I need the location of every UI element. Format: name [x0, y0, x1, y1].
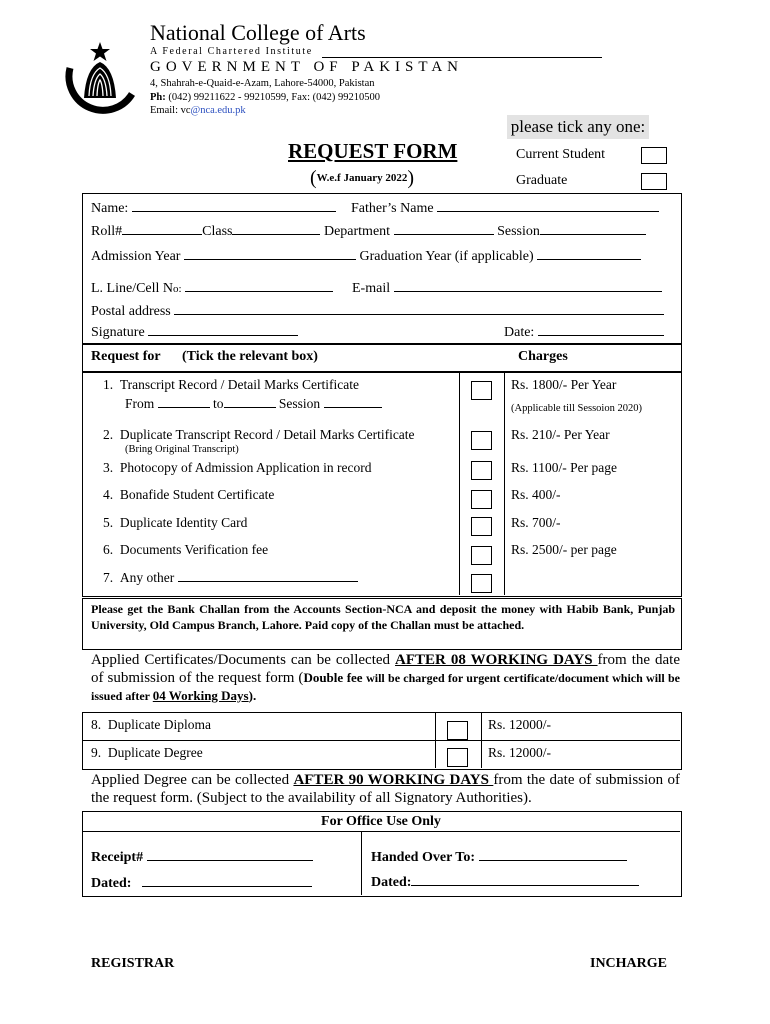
- option-current-student: Current Student: [516, 147, 606, 162]
- item-2-note: (Bring Original Transcript): [125, 444, 239, 455]
- item-number: 9.: [91, 745, 102, 760]
- request-item-3: [103, 460, 371, 476]
- transcript-range-row: [125, 395, 382, 412]
- bonafide-checkbox[interactable]: [471, 490, 492, 509]
- postal-field[interactable]: [174, 302, 664, 315]
- tick-instruction: please tick any one:: [507, 115, 649, 139]
- dated-left-field[interactable]: [142, 874, 312, 887]
- to-label: to: [213, 396, 224, 411]
- graduate-checkbox[interactable]: [641, 173, 667, 190]
- item-text: Duplicate Degree: [107, 745, 203, 760]
- item-number: 1.: [103, 377, 114, 392]
- identity-card-checkbox[interactable]: [471, 517, 492, 536]
- cell-label-suffix: o:: [173, 283, 182, 295]
- email-label: Email: vc: [150, 105, 191, 116]
- request-item-1: [103, 377, 359, 393]
- form-title: REQUEST FORM: [288, 139, 458, 163]
- email-line: [150, 104, 380, 118]
- email-link[interactable]: @nca.edu.pk: [190, 105, 246, 116]
- handed-row: [371, 848, 627, 866]
- degree-item-8: [91, 717, 211, 733]
- degree-days-emphasis: AFTER 90 WORKING DAYS: [293, 772, 494, 788]
- graduation-year-field[interactable]: [537, 247, 641, 260]
- item-1-charge: Rs. 1800/- Per Year: [511, 377, 617, 392]
- session-label: Session: [497, 224, 540, 239]
- signature-label: Signature: [91, 325, 145, 340]
- wef-open: (: [310, 167, 317, 189]
- header-rule: [322, 57, 602, 58]
- office-use-title: For Office Use Only: [321, 814, 441, 829]
- tick-box-label: (Tick the relevant box): [182, 349, 318, 364]
- receipt-row: [91, 848, 313, 866]
- request-item-7: [103, 569, 358, 586]
- degree-divider-left: [435, 712, 436, 768]
- from-field[interactable]: [158, 395, 210, 408]
- degree-item-9: [91, 745, 203, 761]
- class-label: Class: [202, 224, 233, 239]
- item-text: Transcript Record / Detail Marks Certificate: [119, 377, 359, 392]
- issued-after-text: which will be issued after: [91, 671, 680, 703]
- verification-checkbox[interactable]: [471, 546, 492, 565]
- receipt-field[interactable]: [147, 848, 313, 861]
- item-number: 5.: [103, 515, 114, 530]
- collection-end: ).: [248, 688, 257, 703]
- government-line: GOVERNMENT OF PAKISTAN: [150, 59, 463, 75]
- email-field[interactable]: [394, 279, 662, 292]
- degree-divider-right: [481, 712, 482, 768]
- session-field[interactable]: [540, 222, 646, 235]
- roll-field[interactable]: [122, 222, 202, 235]
- wef-text: W.e.f January 2022: [316, 172, 408, 184]
- father-name-label: Father’s Name: [351, 201, 434, 216]
- option-graduate: Graduate: [516, 173, 568, 188]
- name-row: [91, 199, 336, 217]
- table-divider-left: [459, 371, 460, 595]
- collection-info: [91, 651, 680, 705]
- class-field[interactable]: [232, 222, 320, 235]
- effective-date: [310, 167, 414, 190]
- roll-row: [91, 222, 646, 240]
- email-row: [352, 279, 662, 297]
- request-header: [82, 343, 682, 373]
- duplicate-diploma-checkbox[interactable]: [447, 721, 468, 740]
- transcript-checkbox[interactable]: [471, 381, 492, 400]
- session-range-label: Session: [278, 396, 321, 411]
- address: 4, Shahrah-e-Quaid-e-Azam, Lahore-54000, Pakistan: [150, 78, 375, 89]
- item-text: Duplicate Diploma: [107, 717, 211, 732]
- date-row: [504, 323, 664, 341]
- duplicate-degree-checkbox[interactable]: [447, 748, 468, 767]
- any-other-field[interactable]: [178, 569, 358, 582]
- item-text: Duplicate Transcript Record / Detail Marks Certificate: [119, 427, 415, 442]
- item-text: Any other: [119, 570, 175, 585]
- cell-label: L. Line/Cell N: [91, 281, 174, 296]
- item-9-charge: Rs. 12000/-: [488, 745, 552, 760]
- request-item-4: [103, 487, 274, 503]
- request-item-6: [103, 542, 268, 558]
- college-logo: [62, 34, 138, 118]
- urgent-text: will be charged for urgent certificate/document: [366, 671, 613, 685]
- signature-row: [91, 323, 298, 341]
- degree-collection-info: [91, 771, 680, 807]
- email-field-label: E-mail: [352, 281, 391, 296]
- item-8-charge: Rs. 12000/-: [488, 717, 552, 732]
- dated-left-label: Dated:: [91, 876, 132, 891]
- urgent-days-emphasis: 04 Working Days: [152, 688, 249, 703]
- phone: (042) 99211622 - 99210599, Fax: (042) 99210500: [168, 91, 381, 103]
- bank-note: Please get the Bank Challan from the Accounts Section-NCA and deposit the money with Habib Bank, Punjab University, Old Campus Branch, Lahore. Paid copy of the Challan must be attached.: [91, 602, 675, 632]
- degree-text-2: from the date of submission of the request form. (Subject to the availability of all Signatory Authorities).: [91, 772, 680, 806]
- postal-label: Postal address: [91, 304, 171, 319]
- institute-line: A Federal Chartered Institute: [150, 46, 313, 57]
- degree-row-divider: [82, 740, 680, 741]
- double-fee-text: Double fee: [303, 670, 367, 685]
- father-name-field[interactable]: [437, 199, 659, 212]
- dated-right-label: Dated:: [371, 875, 412, 890]
- item-2-charge: Rs. 210/- Per Year: [511, 427, 610, 442]
- request-item-2: [103, 427, 415, 443]
- item-4-charge: Rs. 400/-: [511, 487, 561, 502]
- admission-year-field[interactable]: [184, 247, 356, 260]
- item-number: 6.: [103, 542, 114, 557]
- photocopy-checkbox[interactable]: [471, 461, 492, 480]
- item-number: 7.: [103, 570, 114, 585]
- request-item-5: [103, 515, 247, 531]
- roll-label: Roll#: [91, 224, 123, 239]
- collection-text-2: from the date of submission of the request form (: [91, 652, 680, 686]
- wef-close: ): [407, 167, 414, 189]
- degree-text: Applied Degree can be collected: [91, 772, 294, 788]
- table-divider-right: [504, 371, 505, 595]
- receipt-label: Receipt#: [91, 850, 144, 865]
- collection-text: Applied Certificates/Documents can be collected: [91, 652, 396, 668]
- father-row: [351, 199, 659, 217]
- registrar-label: REGISTRAR: [91, 956, 175, 971]
- working-days-emphasis: AFTER 08 WORKING DAYS: [395, 652, 598, 668]
- name-label: Name:: [91, 201, 129, 216]
- address-block: [150, 77, 380, 118]
- date-field[interactable]: [538, 323, 664, 336]
- college-name: National College of Arts: [150, 20, 366, 45]
- item-number: 8.: [91, 717, 102, 732]
- cell-field[interactable]: [185, 279, 333, 292]
- session-range-field[interactable]: [324, 395, 382, 408]
- charges-label: Charges: [518, 349, 568, 364]
- current-student-checkbox[interactable]: [641, 147, 667, 164]
- item-text: Duplicate Identity Card: [119, 515, 248, 530]
- handed-over-label: Handed Over To:: [371, 850, 475, 865]
- graduation-year-label: Graduation Year (if applicable): [359, 249, 534, 264]
- item-number: 3.: [103, 460, 114, 475]
- item-text: Documents Verification fee: [119, 542, 269, 557]
- phone-line: [150, 91, 380, 105]
- office-title-divider: [82, 831, 680, 832]
- dated-right-field[interactable]: [411, 873, 639, 886]
- item-3-charge: Rs. 1100/- Per page: [511, 460, 617, 475]
- incharge-label: INCHARGE: [590, 956, 668, 971]
- department-field[interactable]: [394, 222, 494, 235]
- signature-field[interactable]: [148, 323, 298, 336]
- item-text: Photocopy of Admission Application in record: [119, 460, 372, 475]
- duplicate-transcript-checkbox[interactable]: [471, 431, 492, 450]
- item-6-charge: Rs. 2500/- per page: [511, 542, 617, 557]
- name-field[interactable]: [132, 199, 336, 212]
- item-1-charge-note: (Applicable till Sessoion 2020): [511, 403, 642, 414]
- office-column-divider: [361, 831, 362, 895]
- request-for-label: Request for: [91, 349, 161, 364]
- contact-row: [91, 279, 333, 297]
- department-label: Department: [323, 224, 391, 239]
- postal-row: [91, 302, 664, 320]
- office-dated-left-row: [91, 874, 312, 892]
- admission-year-label: Admission Year: [91, 249, 181, 264]
- any-other-checkbox[interactable]: [471, 574, 492, 593]
- date-label: Date:: [504, 325, 535, 340]
- phone-label: Ph:: [150, 91, 166, 103]
- year-row: [91, 247, 641, 265]
- office-dated-right-row: [371, 873, 639, 891]
- to-field[interactable]: [224, 395, 276, 408]
- item-5-charge: Rs. 700/-: [511, 515, 561, 530]
- item-text: Bonafide Student Certificate: [119, 487, 275, 502]
- item-number: 4.: [103, 487, 114, 502]
- handed-over-field[interactable]: [479, 848, 627, 861]
- item-number: 2.: [103, 427, 114, 442]
- from-label: From: [125, 396, 155, 411]
